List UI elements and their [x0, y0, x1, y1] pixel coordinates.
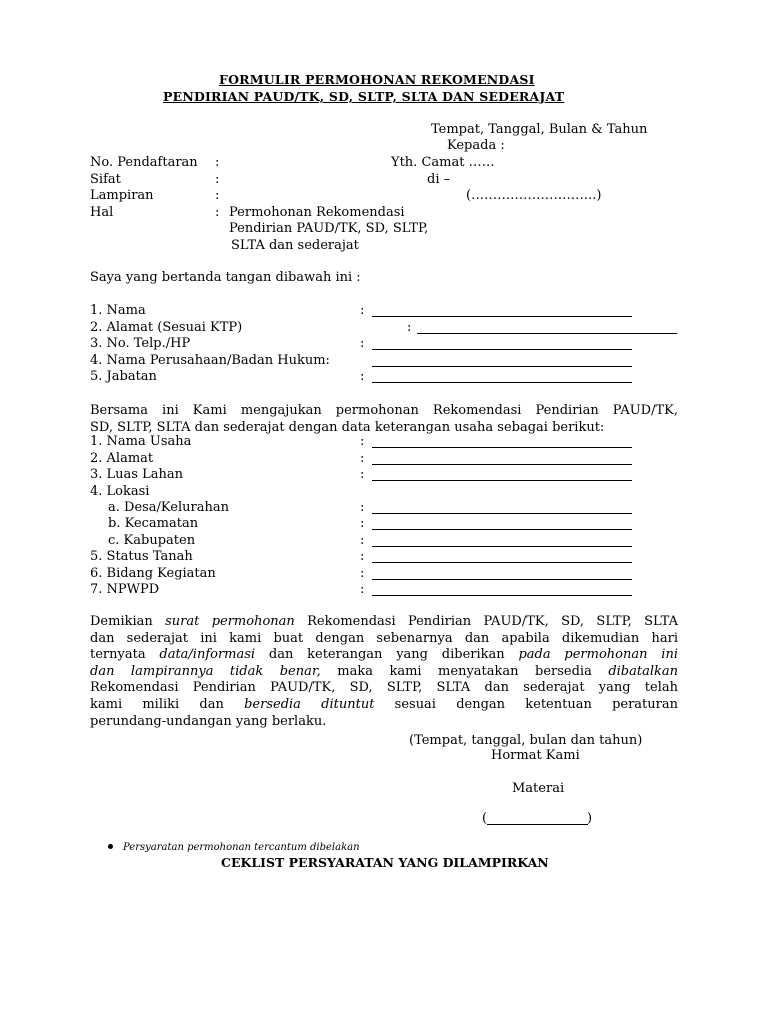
field-colon: : [360, 582, 365, 597]
field-colon: : [360, 369, 365, 384]
title-line-2: PENDIRIAN PAUD/TK, SD, SLTP, SLTA DAN SEDERAJAT [163, 89, 565, 104]
field-colon: : [360, 451, 365, 466]
yth-camat: Yth. Camat …… [391, 155, 495, 170]
applicant-label-perusahaan: 4. Nama Perusahaan/Badan Hukum: [90, 353, 330, 368]
kepada-label: Kepada : [447, 138, 505, 153]
field-colon: : [360, 336, 365, 351]
intro-text: Saya yang bertanda tangan dibawah ini : [90, 270, 361, 285]
place-date-header: Tempat, Tanggal, Bulan & Tahun [431, 122, 648, 137]
meta-colon: : [215, 172, 220, 187]
applicant-alamat-blank[interactable] [417, 333, 677, 334]
meta-colon: : [215, 188, 220, 203]
applicant-label-jabatan: 5. Jabatan [90, 369, 157, 384]
business-label-kabupaten: c. Kabupaten [108, 533, 196, 548]
business-desa-blank[interactable] [372, 513, 632, 514]
business-label-desa: a. Desa/Kelurahan [108, 500, 229, 515]
business-kabupaten-blank[interactable] [372, 546, 632, 547]
applicant-jabatan-blank[interactable] [372, 382, 632, 383]
di-label: di – [427, 172, 451, 187]
meta-colon: : [215, 155, 220, 170]
hal-value-line-1: Permohonan Rekomendasi [229, 205, 405, 220]
hal-value-line-3: SLTA dan sederajat [231, 238, 359, 253]
applicant-perusahaan-blank[interactable] [372, 366, 632, 367]
business-nama-usaha-blank[interactable] [372, 447, 632, 448]
closing-line-6: kami miliki dan bersedia dituntut sesuai dengan ketentuan peraturan [90, 696, 678, 712]
business-label-luas-lahan: 3. Luas Lahan [90, 467, 183, 482]
business-luas-lahan-blank[interactable] [372, 480, 632, 481]
applicant-telp-blank[interactable] [372, 349, 632, 350]
business-npwpd-blank[interactable] [372, 595, 632, 596]
bersama-line-2: SD, SLTP, SLTA dan sederajat dengan data keterangan usaha sebagai berikut: [90, 419, 605, 435]
meta-colon: : [215, 205, 220, 220]
checklist-title: CEKLIST PERSYARATAN YANG DILAMPIRKAN [221, 855, 549, 870]
bersama-paragraph [90, 403, 678, 436]
closing-line-3: ternyata data/informasi dan keterangan yang diberikan pada permohonan ini [90, 647, 678, 663]
signature-close-paren: ) [587, 811, 593, 826]
signature-materai: Materai [512, 781, 565, 796]
closing-line-1: Demikian surat permohonan Rekomendasi Pendirian PAUD/TK, SD, SLTP, SLTA [90, 614, 678, 629]
signature-place-date: (Tempat, tanggal, bulan dan tahun) [409, 733, 643, 748]
bersama-line-1: Bersama ini Kami mengajukan permohonan Rekomendasi Pendirian PAUD/TK, [90, 403, 678, 418]
field-colon: : [360, 516, 365, 531]
business-alamat-blank[interactable] [372, 464, 632, 465]
business-label-kecamatan: b. Kecamatan [108, 516, 199, 531]
business-label-alamat: 2. Alamat [90, 451, 154, 466]
applicant-label-telp: 3. No. Telp./HP [90, 336, 191, 351]
field-colon: : [360, 467, 365, 482]
closing-line-7: perundang-undangan yang berlaku. [90, 713, 327, 729]
field-colon: : [407, 320, 412, 335]
applicant-label-nama: 1. Nama [90, 303, 146, 318]
closing-line-2: dan sederajat ini kami buat dengan sebenarnya dan apabila dikemudian hari [90, 630, 678, 646]
closing-line-4: dan lampirannya tidak benar, maka kami menyatakan bersedia dibatalkan [90, 663, 678, 679]
business-label-status-tanah: 5. Status Tanah [90, 549, 193, 564]
business-label-bidang-kegiatan: 6. Bidang Kegiatan [90, 566, 216, 581]
hal-value-line-2: Pendirian PAUD/TK, SD, SLTP, [229, 221, 429, 236]
applicant-label-alamat: 2. Alamat (Sesuai KTP) [90, 320, 243, 335]
field-colon: : [360, 566, 365, 581]
field-colon: : [360, 434, 365, 449]
field-colon: : [360, 533, 365, 548]
business-kecamatan-blank[interactable] [372, 529, 632, 530]
closing-line-5: Rekomendasi Pendirian PAUD/TK, SD, SLTP, SLTA dan sederajat yang telah [90, 680, 678, 696]
business-label-nama-usaha: 1. Nama Usaha [90, 434, 192, 449]
signature-hormat-kami: Hormat Kami [491, 748, 580, 763]
field-colon: : [360, 500, 365, 515]
signature-name-blank[interactable] [487, 824, 588, 825]
applicant-nama-blank[interactable] [372, 316, 632, 317]
footer-note: Persyaratan permohonan tercantum dibelakan [108, 839, 360, 857]
meta-label-lampiran: Lampiran [90, 188, 154, 203]
business-status-tanah-blank[interactable] [372, 562, 632, 563]
field-colon: : [360, 303, 365, 318]
signature-open-paren: ( [482, 811, 488, 826]
field-colon: : [360, 549, 365, 564]
title-line-1: FORMULIR PERMOHONAN REKOMENDASI [219, 72, 535, 87]
meta-label-sifat: Sifat [90, 172, 121, 187]
meta-label-no-pendaftaran: No. Pendaftaran [90, 155, 198, 170]
bullet-icon [108, 844, 113, 849]
address-dots: (………………………..) [466, 188, 602, 203]
closing-paragraph [90, 614, 678, 730]
business-label-lokasi: 4. Lokasi [90, 484, 150, 499]
meta-label-hal: Hal [90, 205, 114, 220]
business-label-npwpd: 7. NPWPD [90, 582, 160, 597]
business-bidang-kegiatan-blank[interactable] [372, 579, 632, 580]
